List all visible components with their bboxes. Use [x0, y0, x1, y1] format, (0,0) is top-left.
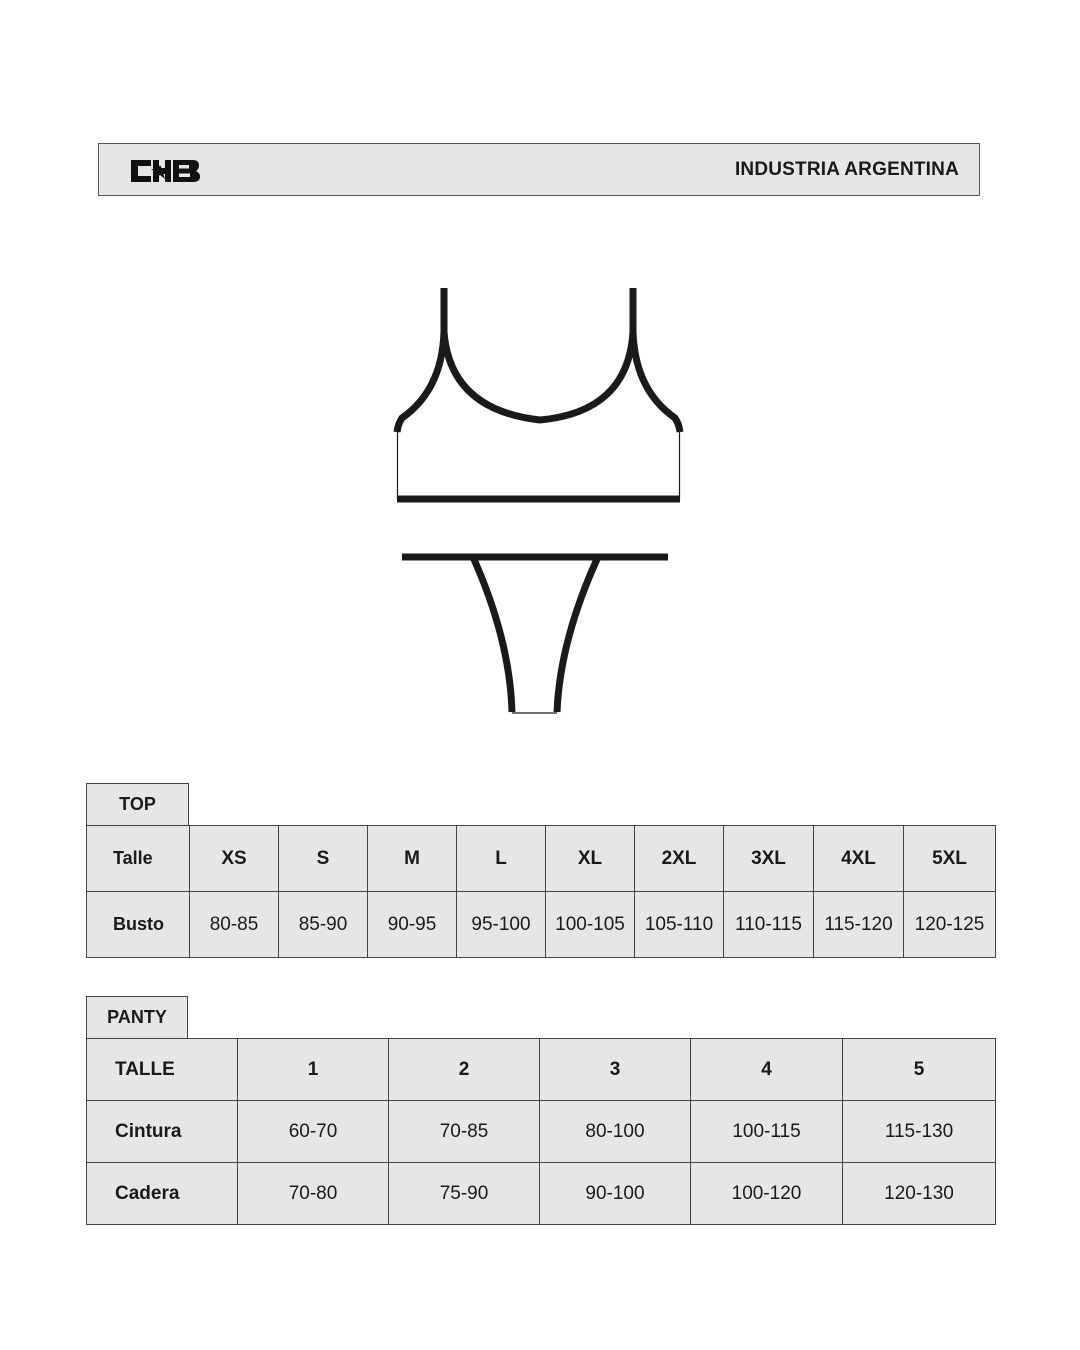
- header-bar: [98, 143, 980, 196]
- chb-logo-icon: [131, 160, 201, 182]
- panty-cintura-cell: 60-70: [238, 1101, 389, 1163]
- panty-cintura-cell: 70-85: [389, 1101, 540, 1163]
- panty-size-4: 4: [691, 1039, 843, 1101]
- top-size-row: [87, 826, 996, 892]
- top-busto-cell: 115-120: [814, 892, 904, 958]
- panty-size-3: 3: [540, 1039, 691, 1101]
- top-tab: TOP: [86, 783, 189, 826]
- top-busto-cell: 120-125: [904, 892, 996, 958]
- panty-size-1: 1: [238, 1039, 389, 1101]
- panty-row-label-cadera: Cadera: [87, 1163, 238, 1225]
- panty-cadera-cell: 70-80: [238, 1163, 389, 1225]
- panty-talle-row: [87, 1039, 996, 1101]
- header-title: INDUSTRIA ARGENTINA: [734, 159, 959, 180]
- panty-cadera-cell: 100-120: [691, 1163, 843, 1225]
- top-row-label-talle: Talle: [87, 826, 190, 892]
- top-size-s: S: [279, 826, 368, 892]
- top-size-table: [86, 825, 996, 958]
- top-busto-cell: 105-110: [635, 892, 724, 958]
- panty-row-label-cintura: Cintura: [87, 1101, 238, 1163]
- bikini-illustration: [380, 280, 700, 725]
- top-size-xs: XS: [190, 826, 279, 892]
- top-busto-cell: 80-85: [190, 892, 279, 958]
- top-row-label-busto: Busto: [87, 892, 190, 958]
- top-size-2xl: 2XL: [635, 826, 724, 892]
- panty-size-5: 5: [843, 1039, 996, 1101]
- panty-cintura-row: [87, 1101, 996, 1163]
- top-size-4xl: 4XL: [814, 826, 904, 892]
- panty-cintura-cell: 100-115: [691, 1101, 843, 1163]
- panty-cintura-cell: 115-130: [843, 1101, 996, 1163]
- panty-row-label-talle: TALLE: [87, 1039, 238, 1101]
- top-size-5xl: 5XL: [904, 826, 996, 892]
- top-busto-cell: 85-90: [279, 892, 368, 958]
- top-size-xl: XL: [546, 826, 635, 892]
- top-size-m: M: [368, 826, 457, 892]
- panty-cadera-cell: 75-90: [389, 1163, 540, 1225]
- panty-cadera-row: [87, 1163, 996, 1225]
- top-busto-cell: 95-100: [457, 892, 546, 958]
- panty-cintura-cell: 80-100: [540, 1101, 691, 1163]
- top-busto-cell: 100-105: [546, 892, 635, 958]
- top-busto-cell: 110-115: [724, 892, 814, 958]
- panty-cadera-cell: 90-100: [540, 1163, 691, 1225]
- top-size-l: L: [457, 826, 546, 892]
- panty-tab: PANTY: [86, 996, 188, 1039]
- bikini-bottom-icon: [402, 557, 668, 712]
- top-size-3xl: 3XL: [724, 826, 814, 892]
- panty-size-table: [86, 1038, 996, 1225]
- panty-cadera-cell: 120-130: [843, 1163, 996, 1225]
- bikini-top-icon: [397, 288, 680, 499]
- top-busto-row: [87, 892, 996, 958]
- top-busto-cell: 90-95: [368, 892, 457, 958]
- panty-size-2: 2: [389, 1039, 540, 1101]
